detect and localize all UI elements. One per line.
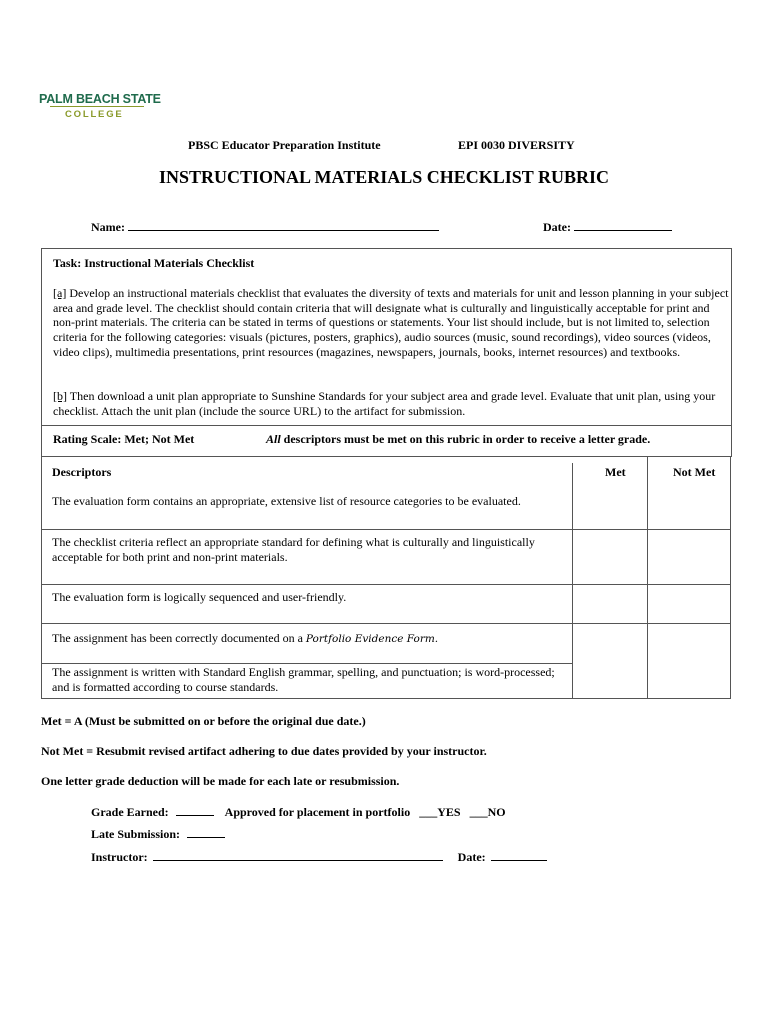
met-cell-3[interactable] — [573, 585, 647, 623]
instructor-label: Instructor: — [91, 850, 148, 864]
approved-label: Approved for placement in portfolio — [224, 805, 411, 819]
task-box — [41, 248, 732, 426]
late-submission-line — [91, 826, 225, 842]
part-a-text: Develop an instructional materials checklist that evaluates the diversity of texts and materials for unit and lesson planning in your subject area and grade level. The checklist should contain criteria that will designate what is culturally and linguistically acceptable for print and non-print materials. The criteria can be stated in terms of questions or statements. Your list should include, but is not limited to, selection criteria for the following categories: visuals (pictures, posters, graphics), audio sources (music, sound recordings), video sources (videos, video clips), multimedia presentations, print resources (magazines, newspapers, journals, books, internet resources) and textbooks. — [53, 286, 729, 359]
logo-divider — [50, 106, 144, 107]
page-title: INSTRUCTIONAL MATERIALS CHECKLIST RUBRIC — [159, 167, 609, 187]
grade-earned-blank[interactable] — [176, 804, 214, 816]
deduction-note: One letter grade deduction will be made for each late or resubmission. — [41, 774, 400, 788]
met-cell-1[interactable] — [573, 487, 647, 529]
met-header: Met — [605, 465, 626, 479]
row-sep-1a — [41, 529, 572, 530]
institute-name: PBSC Educator Preparation Institute — [188, 138, 381, 152]
not-met-cell-3[interactable] — [648, 585, 730, 623]
rubric-table — [41, 457, 731, 699]
grade-earned-line — [91, 804, 506, 820]
row-sep-4 — [41, 663, 572, 664]
descriptor-row-3: The evaluation form is logically sequenced and user-friendly. — [52, 590, 347, 604]
instructor-date-blank[interactable] — [491, 849, 547, 861]
part-a-marker: [a] — [53, 286, 67, 300]
rating-note: descriptors must be met on this rubric in order to receive a letter grade. — [280, 432, 651, 446]
descriptor-row-5: The assignment is written with Standard English grammar, spelling, and punctuation; is word-processed; and is formatted according to course standards. — [52, 665, 555, 694]
descriptor-row-4 — [52, 631, 567, 647]
task-part-a — [53, 286, 729, 360]
table-border-bottom — [41, 698, 731, 699]
name-label: Name: — [91, 220, 125, 234]
name-blank[interactable] — [128, 219, 439, 231]
name-field — [91, 219, 439, 235]
not-met-cell-1[interactable] — [648, 487, 730, 529]
descriptors-header: Descriptors — [52, 465, 112, 479]
college-logo-subtitle: COLLEGE — [65, 109, 124, 120]
portfolio-evidence-form: Portfolio Evidence Form. — [305, 633, 439, 645]
met-cell-4[interactable] — [573, 624, 647, 698]
approved-no[interactable]: ___NO — [469, 805, 506, 819]
course-code: EPI 0030 DIVERSITY — [458, 138, 575, 152]
table-border-right — [730, 457, 731, 699]
late-submission-label: Late Submission: — [91, 827, 181, 841]
part-b-text: Then download a unit plan appropriate to Sunshine Standards for your subject area and grade level. Evaluate that unit plan, using your checklist. Attach the unit plan (include the source URL) to the artifact for submission. — [53, 389, 716, 418]
met-cell-2[interactable] — [573, 530, 647, 584]
rating-scale: Rating Scale: Met; Not Met — [53, 432, 195, 446]
task-title: Task: Instructional Materials Checklist — [53, 256, 255, 270]
instructor-date-label: Date: — [457, 850, 486, 864]
not-met-cell-2[interactable] — [648, 530, 730, 584]
date-blank[interactable] — [574, 219, 672, 231]
task-part-b — [53, 389, 729, 418]
rating-requirement — [266, 432, 650, 447]
not-met-cell-4[interactable] — [648, 624, 730, 698]
date-field — [543, 219, 672, 235]
date-label: Date: — [543, 220, 571, 234]
descriptor-row-2: The checklist criteria reflect an appropriate standard for defining what is culturally and linguistically acceptable for both print and non-print materials. — [52, 535, 535, 564]
approved-yes[interactable]: ___YES — [419, 805, 461, 819]
college-logo-name: PALM BEACH STATE — [39, 92, 161, 106]
late-submission-blank[interactable] — [187, 826, 225, 838]
instructor-line — [91, 849, 547, 865]
part-b-marker: [b] — [53, 389, 67, 403]
rating-scale-box — [41, 424, 732, 457]
met-note: Met = A (Must be submitted on or before the original due date.) — [41, 714, 366, 728]
instructor-blank[interactable] — [153, 849, 443, 861]
grade-earned-label: Grade Earned: — [91, 805, 169, 819]
row-4-prefix: The assignment has been correctly documented on a — [52, 631, 306, 645]
not-met-note: Not Met = Resubmit revised artifact adhering to due dates provided by your instructor. — [41, 744, 487, 758]
not-met-header: Not Met — [673, 465, 716, 479]
rating-all: All — [266, 432, 281, 446]
descriptor-row-1: The evaluation form contains an appropriate, extensive list of resource categories to be evaluated. — [52, 494, 521, 508]
